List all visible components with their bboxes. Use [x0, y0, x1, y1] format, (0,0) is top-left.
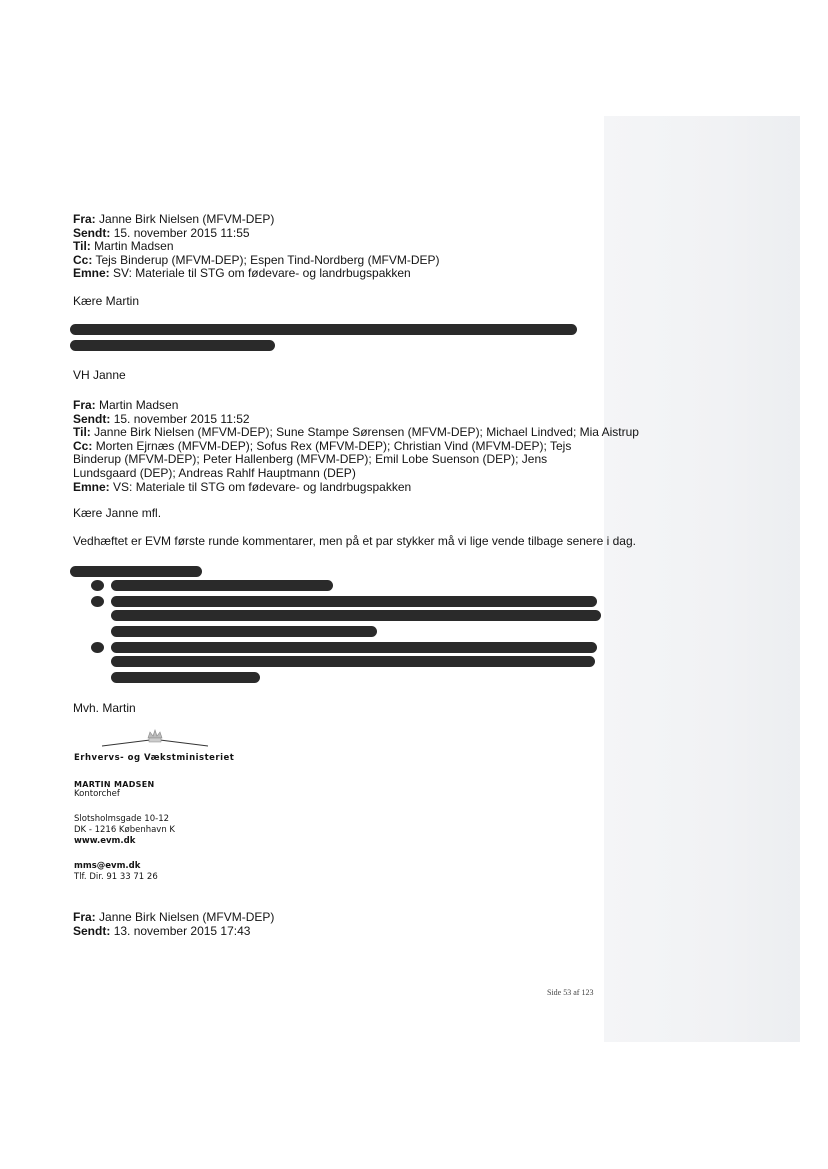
redaction-bar: [111, 642, 597, 653]
email2-subject-row: Emne: VS: Materiale til STG om fødevare- og landrbugspakken: [73, 479, 412, 494]
signature-address-line1: Slotsholmsgade 10-12: [74, 814, 170, 824]
signature-address-line2: DK - 1216 København K: [74, 825, 175, 835]
signature-website: www.evm.dk: [74, 836, 136, 846]
email1-sent-row: Sendt: 15. november 2015 11:55: [73, 225, 250, 240]
redacted-bullet: [91, 580, 104, 591]
redaction-bar: [111, 610, 601, 621]
email2-sent-row: Sendt: 15. november 2015 11:52: [73, 411, 250, 426]
email2-to-row: Til: Janne Birk Nielsen (MFVM-DEP); Sune Stampe Sørensen (MFVM-DEP); Michael Lindved; Mia Aistrup: [73, 425, 639, 440]
redaction-bar: [111, 656, 595, 667]
email3-from-row: Fra: Janne Birk Nielsen (MFVM-DEP): [73, 910, 275, 924]
email3-sent-row: Sendt: 13. november 2015 17:43: [73, 923, 251, 938]
scan-edge-shading: [604, 116, 800, 1042]
page-number: Side 53 af 123: [547, 988, 594, 997]
email1-to-row: Til: Martin Madsen: [73, 239, 174, 254]
email1-subject-row: Emne: SV: Materiale til STG om fødevare- og landrbugspakken: [73, 266, 411, 281]
email1-from-row: Fra: Janne Birk Nielsen (MFVM-DEP): [73, 212, 275, 226]
redacted-bullet: [91, 596, 104, 607]
email2-body: Vedhæftet er EVM første runde kommentarer, men på et par stykker må vi lige vende tilbage senere i dag.: [73, 534, 636, 548]
email1-signoff: VH Janne: [73, 368, 126, 382]
redaction-bar: [70, 324, 577, 335]
email2-header: [73, 398, 639, 494]
email2-from-row: Fra: Martin Madsen: [73, 398, 179, 412]
signature-email: mms@evm.dk: [74, 861, 141, 871]
email1-greeting: Kære Martin: [73, 294, 140, 308]
email2-greeting: Kære Janne mfl.: [73, 506, 162, 520]
redaction-bar: [111, 626, 377, 637]
email2-cc-row: Cc: Morten Ejrnæs (MFVM-DEP); Sofus Rex (MFVM-DEP); Christian Vind (MFVM-DEP); Tejs Binderup (MFVM-DEP); Peter Hallenberg (MFVM-DEP); Emil Lobe Suenson (DEP); Jens Lundsgaard (DEP); Andreas Rahlf Hauptmann (DEP): [73, 438, 572, 480]
signature-name: MARTIN MADSEN: [74, 780, 155, 789]
email2-signoff: Mvh. Martin: [73, 701, 136, 715]
signature-title: Kontorchef: [74, 789, 120, 799]
redaction-bar: [70, 340, 275, 351]
redaction-bar: [111, 596, 597, 607]
redaction-bar: [111, 672, 260, 683]
email3-header: [73, 911, 274, 938]
signature-phone: Tlf. Dir. 91 33 71 26: [74, 872, 158, 882]
email1-header: [73, 213, 440, 281]
ministry-name: Erhvervs- og Vækstministeriet: [74, 753, 235, 763]
email1-cc-row: Cc: Tejs Binderup (MFVM-DEP); Espen Tind-Nordberg (MFVM-DEP): [73, 252, 440, 267]
redaction-bar: [111, 580, 333, 591]
redaction-bar: [70, 566, 202, 577]
redacted-bullet: [91, 642, 104, 653]
